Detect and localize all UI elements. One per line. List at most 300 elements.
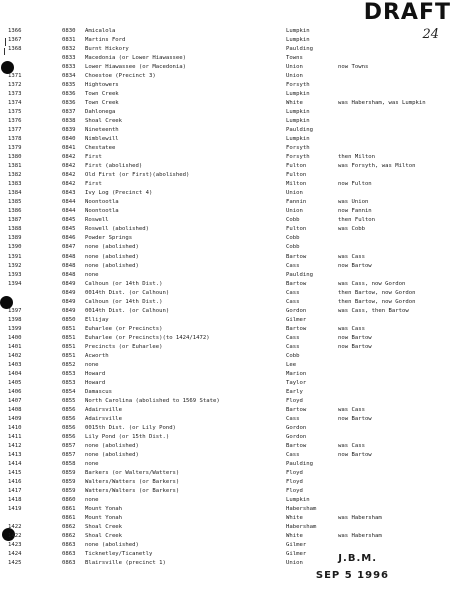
row-number: 1379 bbox=[8, 145, 22, 152]
county: Forsyth bbox=[286, 145, 310, 152]
district-code: 0836 bbox=[62, 91, 76, 98]
row-number: 1393 bbox=[8, 271, 22, 278]
row-number: 1410 bbox=[8, 424, 22, 431]
row-number: 1425 bbox=[8, 560, 22, 567]
row-number: 1373 bbox=[8, 91, 22, 98]
row-number: 1376 bbox=[8, 118, 22, 125]
table-row bbox=[0, 460, 459, 469]
row-number: 1409 bbox=[8, 415, 22, 422]
note: now Bartow bbox=[338, 343, 372, 350]
district-name: none (abolished) bbox=[85, 542, 139, 549]
note: now Fulton bbox=[338, 181, 372, 188]
district-name: Powder Springs bbox=[85, 235, 133, 242]
table-row bbox=[0, 550, 459, 559]
district-code: 0831 bbox=[62, 37, 76, 44]
row-number: 1424 bbox=[8, 551, 22, 558]
row-number: 1392 bbox=[8, 262, 22, 269]
county: Early bbox=[286, 388, 303, 395]
note: then Bartow, now Gordon bbox=[338, 289, 416, 296]
row-number: 1367 bbox=[8, 37, 22, 44]
row-number: 1386 bbox=[8, 208, 22, 215]
table-row bbox=[0, 108, 459, 117]
district-name: none bbox=[85, 271, 99, 278]
note: was Cass bbox=[338, 406, 365, 413]
district-code: 0853 bbox=[62, 370, 76, 377]
district-name: Adairsville bbox=[85, 406, 123, 413]
district-name: none (abolished) bbox=[85, 442, 139, 449]
district-code: 0856 bbox=[62, 415, 76, 422]
table-row bbox=[0, 343, 459, 352]
note: was Habersham bbox=[338, 533, 382, 540]
table-row bbox=[0, 514, 459, 523]
table-row bbox=[0, 298, 459, 307]
county: Lumpkin bbox=[286, 136, 310, 143]
district-code: 0858 bbox=[62, 460, 76, 467]
table-row bbox=[0, 523, 459, 532]
note: now Fannin bbox=[338, 208, 372, 215]
table-row bbox=[0, 171, 459, 180]
county: Lumpkin bbox=[286, 497, 310, 504]
district-code: 0859 bbox=[62, 469, 76, 476]
county: White bbox=[286, 515, 303, 522]
county: Lumpkin bbox=[286, 91, 310, 98]
county: Gordon bbox=[286, 433, 307, 440]
table-row bbox=[0, 406, 459, 415]
district-name: Chestatee bbox=[85, 145, 116, 152]
district-name: Nineteenth bbox=[85, 127, 119, 134]
table-row bbox=[0, 280, 459, 289]
row-number: 1422 bbox=[8, 524, 22, 531]
table-row bbox=[0, 253, 459, 262]
row-number: 1400 bbox=[8, 334, 22, 341]
county: Paulding bbox=[286, 127, 313, 134]
district-code: 0842 bbox=[62, 181, 76, 188]
row-number: 1381 bbox=[8, 163, 22, 170]
county: Bartow bbox=[286, 442, 307, 449]
row-number: 1374 bbox=[8, 100, 22, 107]
county: White bbox=[286, 100, 303, 107]
district-name: Old First (or First)(abolished) bbox=[85, 172, 190, 179]
county: White bbox=[286, 533, 303, 540]
page-number: 24 bbox=[422, 27, 439, 42]
district-code: 0860 bbox=[62, 497, 76, 504]
district-code: 0857 bbox=[62, 451, 76, 458]
district-code: 0839 bbox=[62, 127, 76, 134]
table-row bbox=[0, 451, 459, 460]
district-code: 0854 bbox=[62, 388, 76, 395]
note: was Forsyth, was Milton bbox=[338, 163, 416, 170]
district-code: 0849 bbox=[62, 307, 76, 314]
county: Cass bbox=[286, 343, 300, 350]
row-number: 1394 bbox=[8, 280, 22, 287]
county: Floyd bbox=[286, 479, 303, 485]
district-name: none (abolished) bbox=[85, 253, 139, 260]
district-code: 0861 bbox=[62, 506, 76, 513]
district-name: Amicalola bbox=[85, 28, 116, 34]
district-code: 0844 bbox=[62, 199, 76, 206]
table-row bbox=[0, 379, 459, 388]
county: Cass bbox=[286, 298, 300, 305]
county: Floyd bbox=[286, 488, 303, 495]
district-name: Shoal Creek bbox=[85, 118, 123, 125]
row-number: 1413 bbox=[8, 451, 22, 458]
row-number: 1417 bbox=[8, 488, 22, 495]
note: now Towns bbox=[338, 64, 369, 71]
district-name: Shoal Creek bbox=[85, 533, 123, 540]
county: Cass bbox=[286, 451, 300, 458]
district-name: Walters/Watters (or Barkers) bbox=[85, 479, 180, 485]
district-code: 0832 bbox=[62, 46, 76, 53]
district-code: 0835 bbox=[62, 82, 76, 89]
row-number: 1411 bbox=[8, 433, 22, 440]
row-number: 1375 bbox=[8, 109, 22, 116]
note: was Cass bbox=[338, 253, 365, 260]
row-number: 1368 bbox=[8, 46, 22, 53]
district-code: 0846 bbox=[62, 235, 76, 242]
table-row bbox=[0, 361, 459, 370]
note: was Cass bbox=[338, 325, 365, 332]
county: Cobb bbox=[286, 352, 300, 359]
row-number: 1407 bbox=[8, 397, 22, 404]
district-name: Watters/Walters (or Barkers) bbox=[85, 488, 180, 495]
district-code: 0840 bbox=[62, 136, 76, 143]
district-code: 0851 bbox=[62, 334, 76, 341]
district-name: First (abolished) bbox=[85, 163, 143, 170]
district-name: North Carolina (abolished to 1569 State) bbox=[85, 397, 220, 404]
county: Fulton bbox=[286, 172, 307, 179]
district-name: Precincts (or Euharlee) bbox=[85, 343, 163, 350]
district-name: Lily Pond (or 15th Dist.) bbox=[85, 433, 170, 440]
county: Lumpkin bbox=[286, 118, 310, 125]
row-number: 1415 bbox=[8, 469, 22, 476]
county: Forsyth bbox=[286, 82, 310, 89]
table-row bbox=[0, 442, 459, 451]
county: Union bbox=[286, 560, 303, 567]
county: Marion bbox=[286, 370, 307, 377]
table-row bbox=[0, 469, 459, 478]
district-name: Noontootla bbox=[85, 199, 119, 206]
table-row bbox=[0, 532, 459, 541]
county: Cass bbox=[286, 334, 300, 341]
district-code: 0862 bbox=[62, 524, 76, 531]
table-row bbox=[0, 334, 459, 343]
table-row bbox=[0, 225, 459, 234]
district-code: 0848 bbox=[62, 253, 76, 260]
district-name: Mount Yonah bbox=[85, 506, 123, 513]
row-number: 1387 bbox=[8, 217, 22, 224]
county: Paulding bbox=[286, 46, 313, 53]
county: Bartow bbox=[286, 253, 307, 260]
table-row bbox=[0, 505, 459, 514]
row-number: 1397 bbox=[8, 307, 22, 314]
note: then Bartow, now Gordon bbox=[338, 298, 416, 305]
table-row bbox=[0, 307, 459, 316]
district-code: 0845 bbox=[62, 217, 76, 224]
county: Gilmer bbox=[286, 542, 307, 549]
county: Forsyth bbox=[286, 154, 310, 161]
row-number: 1372 bbox=[8, 82, 22, 89]
district-code: 0851 bbox=[62, 325, 76, 332]
county: Gordon bbox=[286, 307, 307, 314]
table-row bbox=[0, 36, 459, 45]
district-name: Howard bbox=[85, 370, 106, 377]
table-row bbox=[0, 135, 459, 144]
date-stamp: SEP 5 1996 bbox=[315, 570, 389, 581]
district-code: 0841 bbox=[62, 145, 76, 152]
row-number: 1414 bbox=[8, 460, 22, 467]
county: Fulton bbox=[286, 163, 307, 170]
county: Paulding bbox=[286, 460, 313, 467]
district-name: Noontootla bbox=[85, 208, 119, 215]
row-number: 1418 bbox=[8, 497, 22, 504]
table-row bbox=[0, 45, 459, 54]
note: was Cass, now Gordon bbox=[338, 280, 406, 287]
district-code: 0856 bbox=[62, 433, 76, 440]
row-number: 1380 bbox=[8, 154, 22, 161]
row-number: 1399 bbox=[8, 325, 22, 332]
row-number: 1403 bbox=[8, 361, 22, 368]
district-name: First bbox=[85, 181, 102, 188]
district-name: Town Creek bbox=[85, 91, 119, 98]
district-code: 0849 bbox=[62, 280, 76, 287]
district-code: 0851 bbox=[62, 352, 76, 359]
district-code: 0838 bbox=[62, 118, 76, 125]
row-number: 1390 bbox=[8, 244, 22, 251]
table-row bbox=[0, 234, 459, 243]
table-row bbox=[0, 117, 459, 126]
district-code: 0849 bbox=[62, 289, 76, 296]
district-name: Ivy Log (Precinct 4) bbox=[85, 190, 153, 197]
county: Cobb bbox=[286, 235, 300, 242]
district-name: Acworth bbox=[85, 352, 109, 359]
row-number: 1406 bbox=[8, 388, 22, 395]
county: Habersham bbox=[286, 524, 317, 531]
district-name: none (abolished) bbox=[85, 244, 139, 251]
note: was Habersham, was Lumpkin bbox=[338, 100, 426, 107]
county: Union bbox=[286, 64, 303, 71]
district-code: 0844 bbox=[62, 208, 76, 215]
district-name: Burnt Hickory bbox=[85, 46, 129, 53]
table-row bbox=[0, 397, 459, 406]
row-number: 1402 bbox=[8, 352, 22, 359]
row-number: 1408 bbox=[8, 406, 22, 413]
row-number: 1404 bbox=[8, 370, 22, 377]
district-name: Martins Ford bbox=[85, 37, 126, 44]
district-code: 0863 bbox=[62, 551, 76, 558]
table-row bbox=[0, 90, 459, 99]
table-row bbox=[0, 180, 459, 189]
table-row bbox=[0, 325, 459, 334]
district-name: none (abolished) bbox=[85, 451, 139, 458]
note: was Habersham bbox=[338, 515, 382, 522]
note: now Bartow bbox=[338, 334, 372, 341]
district-code: 0842 bbox=[62, 163, 76, 170]
table-row bbox=[0, 262, 459, 271]
table-row bbox=[0, 424, 459, 433]
row-number: 1383 bbox=[8, 181, 22, 188]
county: Union bbox=[286, 73, 303, 80]
county: Floyd bbox=[286, 397, 303, 404]
district-code: 0834 bbox=[62, 73, 76, 80]
note: was Cobb bbox=[338, 226, 365, 233]
district-name: Ellijay bbox=[85, 316, 109, 323]
district-name: Howard bbox=[85, 379, 106, 386]
county: Floyd bbox=[286, 469, 303, 476]
county: Cobb bbox=[286, 244, 300, 251]
county: Lumpkin bbox=[286, 37, 310, 44]
row-number: 1398 bbox=[8, 316, 22, 323]
district-name: Euharlee (or Precincts) bbox=[85, 325, 163, 332]
district-name: Shoal Creek bbox=[85, 524, 123, 531]
table-row bbox=[0, 99, 459, 108]
district-code: 0848 bbox=[62, 262, 76, 269]
district-name: First bbox=[85, 154, 102, 161]
row-number: 1377 bbox=[8, 127, 22, 134]
row-number: 1382 bbox=[8, 172, 22, 179]
district-name: 0014th Dist. (or Calhoun) bbox=[85, 289, 170, 296]
district-code: 0849 bbox=[62, 298, 76, 305]
district-name: Roswell (abolished) bbox=[85, 226, 149, 233]
note: was Union bbox=[338, 199, 369, 206]
table-row bbox=[0, 207, 459, 216]
county: Gilmer bbox=[286, 316, 307, 323]
district-name: Roswell bbox=[85, 217, 109, 224]
row-number: 1378 bbox=[8, 136, 22, 143]
row-number: 1389 bbox=[8, 235, 22, 242]
district-code: 0861 bbox=[62, 515, 76, 522]
table-row bbox=[0, 144, 459, 153]
county: Cass bbox=[286, 415, 300, 422]
district-name: none (abolished) bbox=[85, 262, 139, 269]
county: Gordon bbox=[286, 424, 307, 431]
table-row bbox=[0, 487, 459, 496]
district-name: none bbox=[85, 361, 99, 368]
row-number: 1401 bbox=[8, 343, 22, 350]
county: Milton bbox=[286, 181, 307, 188]
district-name: Calhoun (or 14th Dist.) bbox=[85, 298, 163, 305]
district-code: 0851 bbox=[62, 343, 76, 350]
table-row bbox=[0, 289, 459, 298]
table-row bbox=[0, 271, 459, 280]
district-name: Macedonia (or Lower Hiawassee) bbox=[85, 55, 187, 62]
county: Gilmer bbox=[286, 551, 307, 558]
row-number: 1405 bbox=[8, 379, 22, 386]
row-number: 1423 bbox=[8, 542, 22, 549]
district-name: Damascus bbox=[85, 388, 112, 395]
table-row bbox=[0, 27, 459, 36]
district-code: 0857 bbox=[62, 442, 76, 449]
district-code: 0848 bbox=[62, 271, 76, 278]
district-name: Lower Hiawassee (or Macedonia) bbox=[85, 64, 187, 71]
district-code: 0833 bbox=[62, 64, 76, 71]
district-code: 0850 bbox=[62, 316, 76, 323]
district-name: Dahlonega bbox=[85, 109, 116, 116]
county: Bartow bbox=[286, 325, 307, 332]
row-number: 1419 bbox=[8, 506, 22, 513]
county: Union bbox=[286, 208, 303, 215]
district-name: 0014th Dist. (or Calhoun) bbox=[85, 307, 170, 314]
district-code: 0859 bbox=[62, 488, 76, 495]
note: now Bartow bbox=[338, 415, 372, 422]
table-row bbox=[0, 352, 459, 361]
district-code: 0855 bbox=[62, 397, 76, 404]
district-name: none bbox=[85, 460, 99, 467]
county: Towns bbox=[286, 55, 303, 62]
row-number: 1385 bbox=[8, 199, 22, 206]
table-row bbox=[0, 559, 459, 568]
county: Lumpkin bbox=[286, 109, 310, 116]
row-number: 1412 bbox=[8, 442, 22, 449]
district-code: 0842 bbox=[62, 172, 76, 179]
district-code: 0862 bbox=[62, 533, 76, 540]
table-row bbox=[0, 415, 459, 424]
table-row bbox=[0, 388, 459, 397]
district-name: Mount Yonah bbox=[85, 515, 123, 522]
district-code: 0843 bbox=[62, 190, 76, 197]
district-code: 0847 bbox=[62, 244, 76, 251]
note: was Cass bbox=[338, 442, 365, 449]
table-row bbox=[0, 72, 459, 81]
county: Fulton bbox=[286, 226, 307, 233]
table-row bbox=[0, 126, 459, 135]
district-code: 0837 bbox=[62, 109, 76, 116]
district-name: Town Creek bbox=[85, 100, 119, 107]
county: Union bbox=[286, 190, 303, 197]
note: then Fulton bbox=[338, 217, 376, 224]
district-code: 0833 bbox=[62, 55, 76, 62]
row-number: 1388 bbox=[8, 226, 22, 233]
district-name: Choestoe (Precinct 3) bbox=[85, 73, 156, 80]
row-number: 1422 bbox=[8, 533, 22, 540]
table-row bbox=[0, 189, 459, 198]
district-code: 0856 bbox=[62, 424, 76, 431]
district-code: 0852 bbox=[62, 361, 76, 368]
note: now Bartow bbox=[338, 451, 372, 458]
table-row bbox=[0, 541, 459, 550]
district-code: 0863 bbox=[62, 560, 76, 567]
district-name: Hightowers bbox=[85, 82, 119, 89]
district-name: Adairsville bbox=[85, 415, 123, 422]
district-name: none bbox=[85, 497, 99, 504]
table-row bbox=[0, 162, 459, 171]
county: Cobb bbox=[286, 217, 300, 224]
county: Cass bbox=[286, 262, 300, 269]
county: Lee bbox=[286, 361, 297, 368]
district-name: Nimblewill bbox=[85, 136, 119, 143]
county: Cass bbox=[286, 289, 300, 296]
district-name: Calhoun (or 14th Dist.) bbox=[85, 280, 163, 287]
table-row bbox=[0, 153, 459, 162]
table-row bbox=[0, 63, 459, 72]
county: Lumpkin bbox=[286, 28, 310, 34]
county: Bartow bbox=[286, 280, 307, 287]
county: Taylor bbox=[286, 379, 307, 386]
row-number: 1416 bbox=[8, 479, 22, 485]
table-row bbox=[0, 370, 459, 379]
district-code: 0859 bbox=[62, 479, 76, 485]
table-row bbox=[0, 478, 459, 487]
district-code: 0845 bbox=[62, 226, 76, 233]
table-row bbox=[0, 243, 459, 252]
district-code: 0836 bbox=[62, 100, 76, 107]
county: Fannin bbox=[286, 199, 307, 206]
initials-stamp: J.B.M. bbox=[338, 553, 377, 564]
county: Habersham bbox=[286, 506, 317, 513]
district-code: 0856 bbox=[62, 406, 76, 413]
row-number: 1391 bbox=[8, 253, 22, 260]
county: Paulding bbox=[286, 271, 313, 278]
district-name: Barkers (or Walters/Watters) bbox=[85, 469, 180, 476]
